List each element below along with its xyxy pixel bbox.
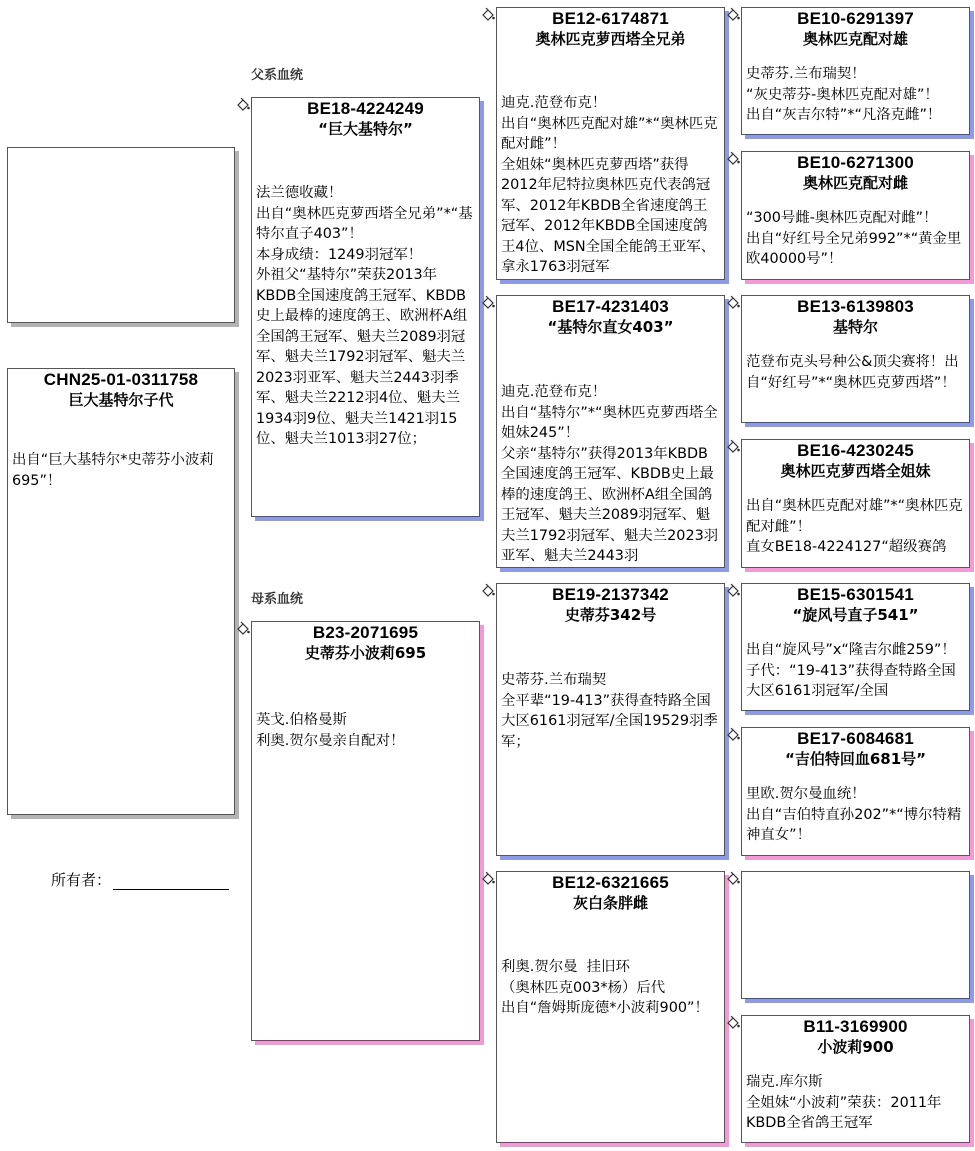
dss-ring: BE15-6301541 xyxy=(797,585,914,604)
edit-pin-icon[interactable] xyxy=(235,621,251,637)
ssd-name: 奥林匹克配对雌 xyxy=(802,174,908,192)
sire-card[interactable] xyxy=(251,97,480,517)
sdd-card[interactable] xyxy=(741,439,970,568)
edit-pin-icon[interactable] xyxy=(725,727,741,743)
ssd-ring: BE10-6271300 xyxy=(797,153,914,172)
sire-text: 法兰德收藏！ 出自“奥林匹克萝西塔全兄弟”*“基特尔直子403”！ 本身成绩：1249羽冠军！ 外祖父“基特尔”荣获2013年KBDB全国速度鸽王冠军、KBDB史上最棒的速度鸽王、欧洲杯A组全国鸽王冠军、魁夫兰2089羽冠军、魁夫兰1792羽冠军、魁夫兰2023羽亚军、魁夫兰2443羽季军、魁夫兰2212羽4位、魁夫兰1934羽9位、魁夫兰1421羽15位、魁夫兰1013羽27位； xyxy=(256,185,473,447)
subject-ring: CHN25-01-0311758 xyxy=(43,370,199,389)
sire-dam-text: 迪克.范登布克！ 出自“基特尔”*“奥林匹克萝西塔全姐妹245”！ 父亲“基特尔”获得2013年KBDB全国速度鸽王冠军、KBDB史上最棒的速度鸽王、欧洲杯A组全国鸽王冠军、魁夫兰2089羽冠军、魁夫兰1792羽冠军、魁夫兰2023羽亚军、魁夫兰2443羽 xyxy=(501,384,719,564)
edit-pin-icon[interactable] xyxy=(725,295,741,311)
edit-pin-icon[interactable] xyxy=(725,1015,741,1031)
dss-text: 出自“旋风号”x“隆吉尔雌259”！ 子代：“19-413”获得查特路全国大区6161羽冠军/全国 xyxy=(746,642,965,699)
dam-sire-ring: BE19-2137342 xyxy=(552,585,669,604)
dsd-card[interactable] xyxy=(741,727,970,856)
sss-name: 奥林匹克配对雄 xyxy=(802,30,908,48)
edit-pin-icon[interactable] xyxy=(725,7,741,23)
owner-label: 所有者： xyxy=(51,871,112,889)
dsd-name: “吉伯特回血681号” xyxy=(784,750,927,768)
edit-pin-icon[interactable] xyxy=(725,871,741,887)
sds-card[interactable] xyxy=(741,295,970,423)
edit-pin-icon[interactable] xyxy=(480,7,496,23)
edit-pin-icon[interactable] xyxy=(480,295,496,311)
sds-name: 基特尔 xyxy=(832,318,878,336)
sire-sire-ring: BE12-6174871 xyxy=(552,9,669,28)
edit-pin-icon[interactable] xyxy=(725,151,741,167)
dam-ring: B23-2071695 xyxy=(312,623,419,642)
subject-text: 出自“巨大基特尔*史蒂芬小波莉695”！ xyxy=(12,452,214,489)
subject-card[interactable] xyxy=(7,368,235,815)
sire-sire-card[interactable] xyxy=(496,7,725,280)
dam-dam-text: 利奥.贺尔曼 挂旧环 （奥林匹克003*杨）后代 出自“詹姆斯庞德*小波莉900”！ xyxy=(501,959,709,1016)
sds-text: 范登布克头号种公&顶尖赛将！出自“好红号”*“奥林匹克萝西塔”！ xyxy=(746,354,959,391)
sire-sire-text: 迪克.范登布克！ 出自“奥林匹克配对雄”*“奥林匹克配对雌”！ 全姐妹“奥林匹克萝西塔”获得2012年尼特拉奥林匹克代表鸽冠军、2012年KBDB全省速度鸽王冠军、2012年KBDB全国速度鸽王4位、MSN全国全能鸽王亚军、拿永1763羽冠军 xyxy=(501,95,718,275)
ssd-card[interactable] xyxy=(741,151,970,280)
sire-sire-name: 奥林匹克萝西塔全兄弟 xyxy=(535,30,686,48)
sire-line-label: 父系血统 xyxy=(251,68,304,83)
sire-dam-name: “基特尔直女403” xyxy=(547,318,674,336)
edit-pin-icon[interactable] xyxy=(235,97,251,113)
dam-dam-ring: BE12-6321665 xyxy=(552,873,669,892)
sdd-ring: BE16-4230245 xyxy=(797,441,914,460)
sire-dam-ring: BE17-4231403 xyxy=(552,297,669,316)
photo-box[interactable] xyxy=(7,147,235,323)
dam-sire-name: 史蒂芬342号 xyxy=(564,606,657,624)
subject-name: 巨大基特尔子代 xyxy=(68,391,174,409)
sds-ring: BE13-6139803 xyxy=(797,297,914,316)
dam-sire-text: 史蒂芬.兰布瑞契 全平辈“19-413”获得查特路全国大区6161羽冠军/全国19529羽季军； xyxy=(501,672,718,750)
edit-pin-icon[interactable] xyxy=(480,871,496,887)
edit-pin-icon[interactable] xyxy=(725,583,741,599)
dss-name: “旋风号直子541” xyxy=(792,606,919,624)
sdd-text: 出自“奥林匹克配对雄”*“奥林匹克配对雌”！ 直女BE18-4224127“超级赛鸽 xyxy=(746,498,963,555)
ddd-card[interactable] xyxy=(741,1015,970,1143)
sdd-name: 奥林匹克萝西塔全姐妹 xyxy=(780,462,931,480)
sss-card[interactable] xyxy=(741,7,970,135)
sire-ring: BE18-4224249 xyxy=(307,99,424,118)
dam-name: 史蒂芬小波莉695 xyxy=(304,644,427,662)
sss-ring: BE10-6291397 xyxy=(797,9,914,28)
edit-pin-icon[interactable] xyxy=(725,439,741,455)
dds-card[interactable] xyxy=(741,871,970,999)
dss-card[interactable] xyxy=(741,583,970,711)
owner-field[interactable] xyxy=(51,869,229,890)
edit-pin-icon[interactable] xyxy=(480,583,496,599)
ddd-ring: B11-3169900 xyxy=(803,1017,908,1036)
ddd-text: 瑞克.库尔斯 全姐妹“小波莉”荣获：2011年KBDB全省鸽王冠军 xyxy=(746,1074,942,1131)
ddd-name: 小波莉900 xyxy=(817,1038,894,1056)
sire-name: “巨大基特尔” xyxy=(318,120,413,138)
dsd-ring: BE17-6084681 xyxy=(797,729,914,748)
dsd-text: 里欧.贺尔曼血统！ 出自“吉伯特直孙202”*“博尔特精神直女”！ xyxy=(746,786,962,843)
ssd-text: “300号雌-奥林匹克配对雌”！ 出自“好红号全兄弟992”*“黄金里欧40000号”！ xyxy=(746,210,962,267)
dam-line-label: 母系血统 xyxy=(251,592,304,607)
sss-text: 史蒂芬.兰布瑞契！ “灰史蒂芬-奥林匹克配对雄”！ 出自“灰吉尔特”*“凡洛克雌”！ xyxy=(746,66,942,123)
dam-text: 英戈.伯格曼斯 利奥.贺尔曼亲自配对！ xyxy=(256,712,405,749)
dam-dam-card[interactable] xyxy=(496,871,725,1143)
dam-dam-name: 灰白条胖雌 xyxy=(572,894,648,912)
dam-sire-card[interactable] xyxy=(496,583,725,856)
sire-dam-card[interactable] xyxy=(496,295,725,568)
dam-card[interactable] xyxy=(251,621,480,1041)
owner-line[interactable] xyxy=(113,875,229,890)
